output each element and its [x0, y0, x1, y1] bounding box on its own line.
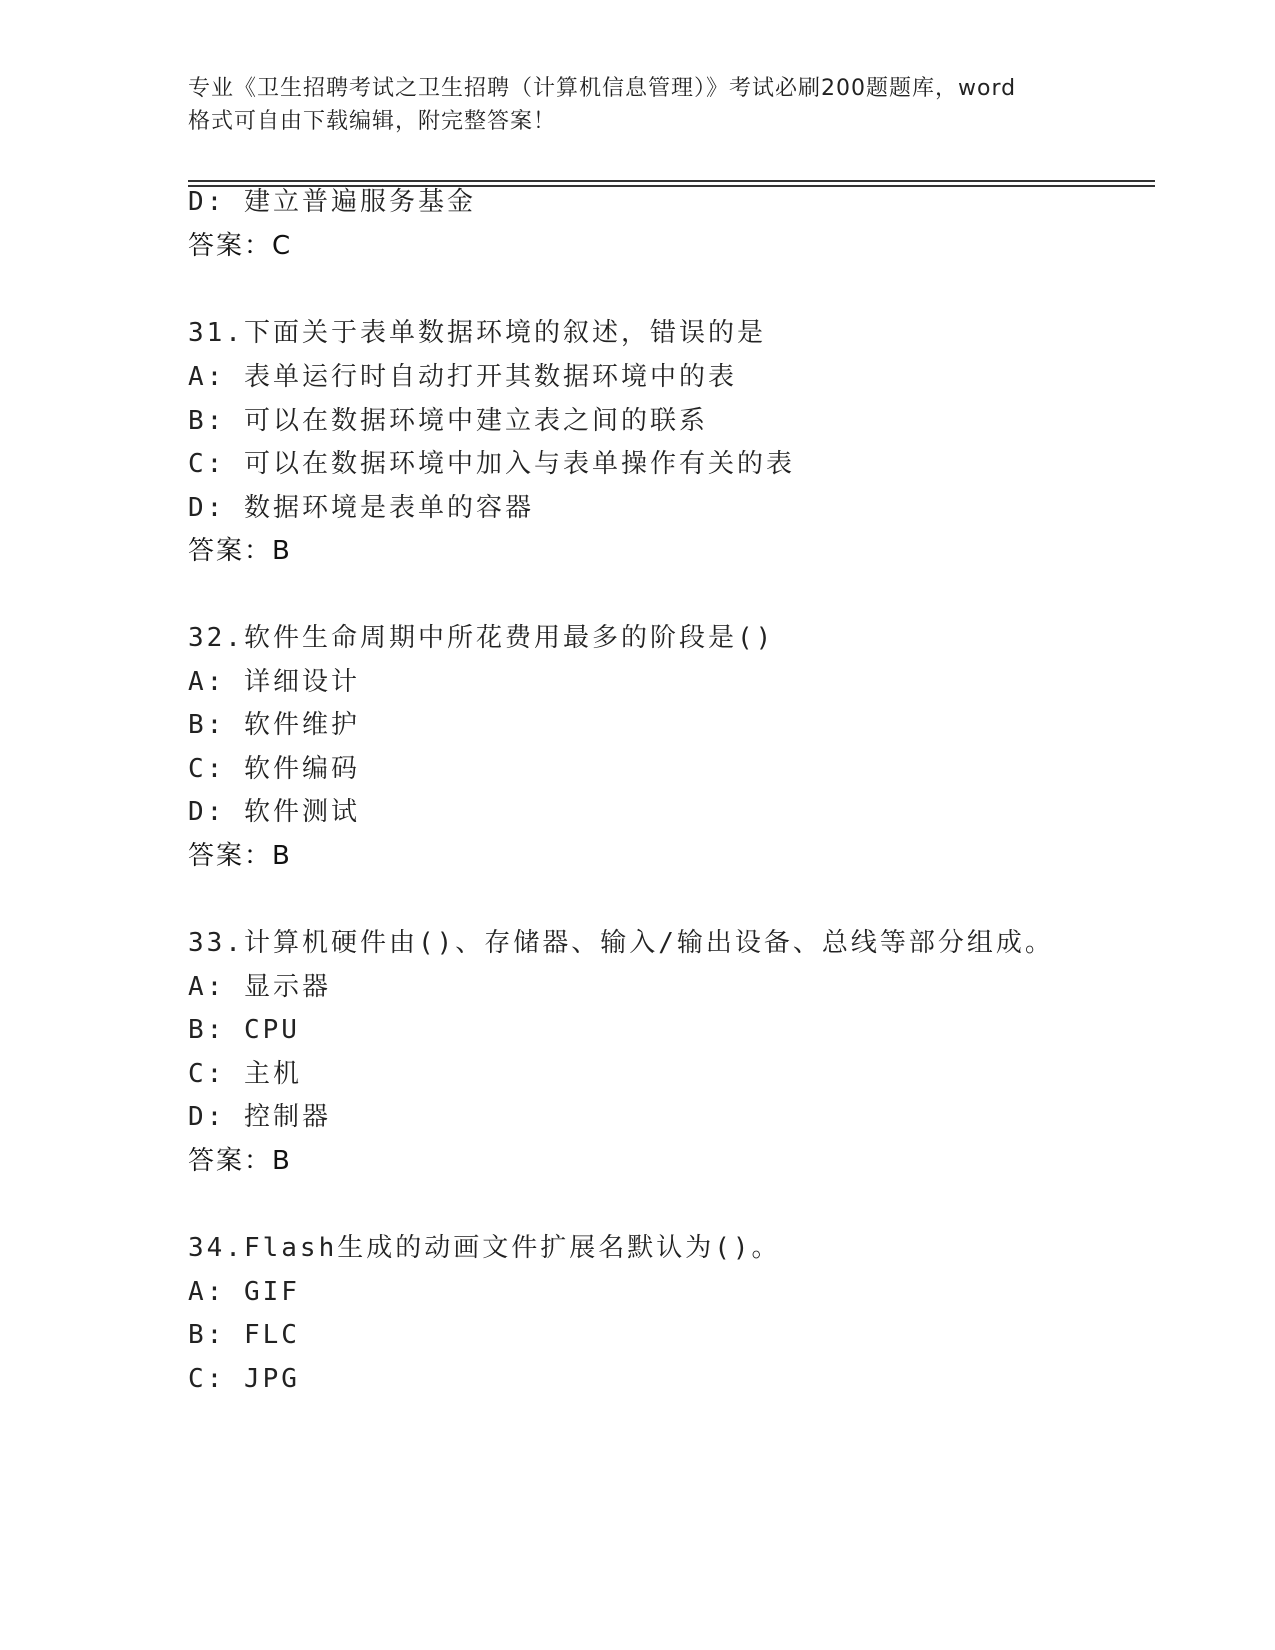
- header-line-2: 格式可自由下载编辑，附完整答案！: [188, 109, 557, 134]
- question-33-answer: 答案：B: [188, 1146, 292, 1176]
- question-32-option-d: D: 软件测试: [188, 797, 360, 827]
- question-34-option-c: C: JPG: [188, 1364, 300, 1394]
- question-33-option-d: D: 控制器: [188, 1102, 331, 1132]
- question-34-title: 34.Flash生成的动画文件扩展名默认为()。: [188, 1233, 781, 1263]
- header-divider-top: [188, 180, 1155, 182]
- header-line-1: 专业《卫生招聘考试之卫生招聘（计算机信息管理）》考试必刷200题题库，word: [188, 76, 1017, 101]
- question-32-title: 32.软件生命周期中所花费用最多的阶段是(): [188, 623, 775, 653]
- question-34-option-a: A: GIF: [188, 1277, 300, 1307]
- prev-option-d: D: 建立普遍服务基金: [188, 187, 476, 217]
- question-32-answer: 答案：B: [188, 841, 292, 871]
- question-33-title: 33.计算机硬件由()、存储器、输入/输出设备、总线等部分组成。: [188, 928, 1054, 958]
- question-33-option-b: B: CPU: [188, 1015, 300, 1045]
- question-33-option-c: C: 主机: [188, 1059, 302, 1089]
- question-32-option-a: A: 详细设计: [188, 667, 360, 697]
- prev-answer: 答案：C: [188, 231, 293, 261]
- document-header: [188, 72, 1088, 138]
- question-31-option-a: A: 表单运行时自动打开其数据环境中的表: [188, 362, 737, 392]
- question-32-option-c: C: 软件编码: [188, 754, 360, 784]
- question-31-option-c: C: 可以在数据环境中加入与表单操作有关的表: [188, 449, 795, 479]
- question-31-option-b: B: 可以在数据环境中建立表之间的联系: [188, 406, 708, 436]
- question-32-option-b: B: 软件维护: [188, 710, 360, 740]
- question-34-option-b: B: FLC: [188, 1320, 300, 1350]
- question-31-option-d: D: 数据环境是表单的容器: [188, 493, 534, 523]
- question-33-option-a: A: 显示器: [188, 972, 331, 1002]
- question-31-title: 31.下面关于表单数据环境的叙述，错误的是: [188, 318, 766, 348]
- question-31-answer: 答案：B: [188, 536, 292, 566]
